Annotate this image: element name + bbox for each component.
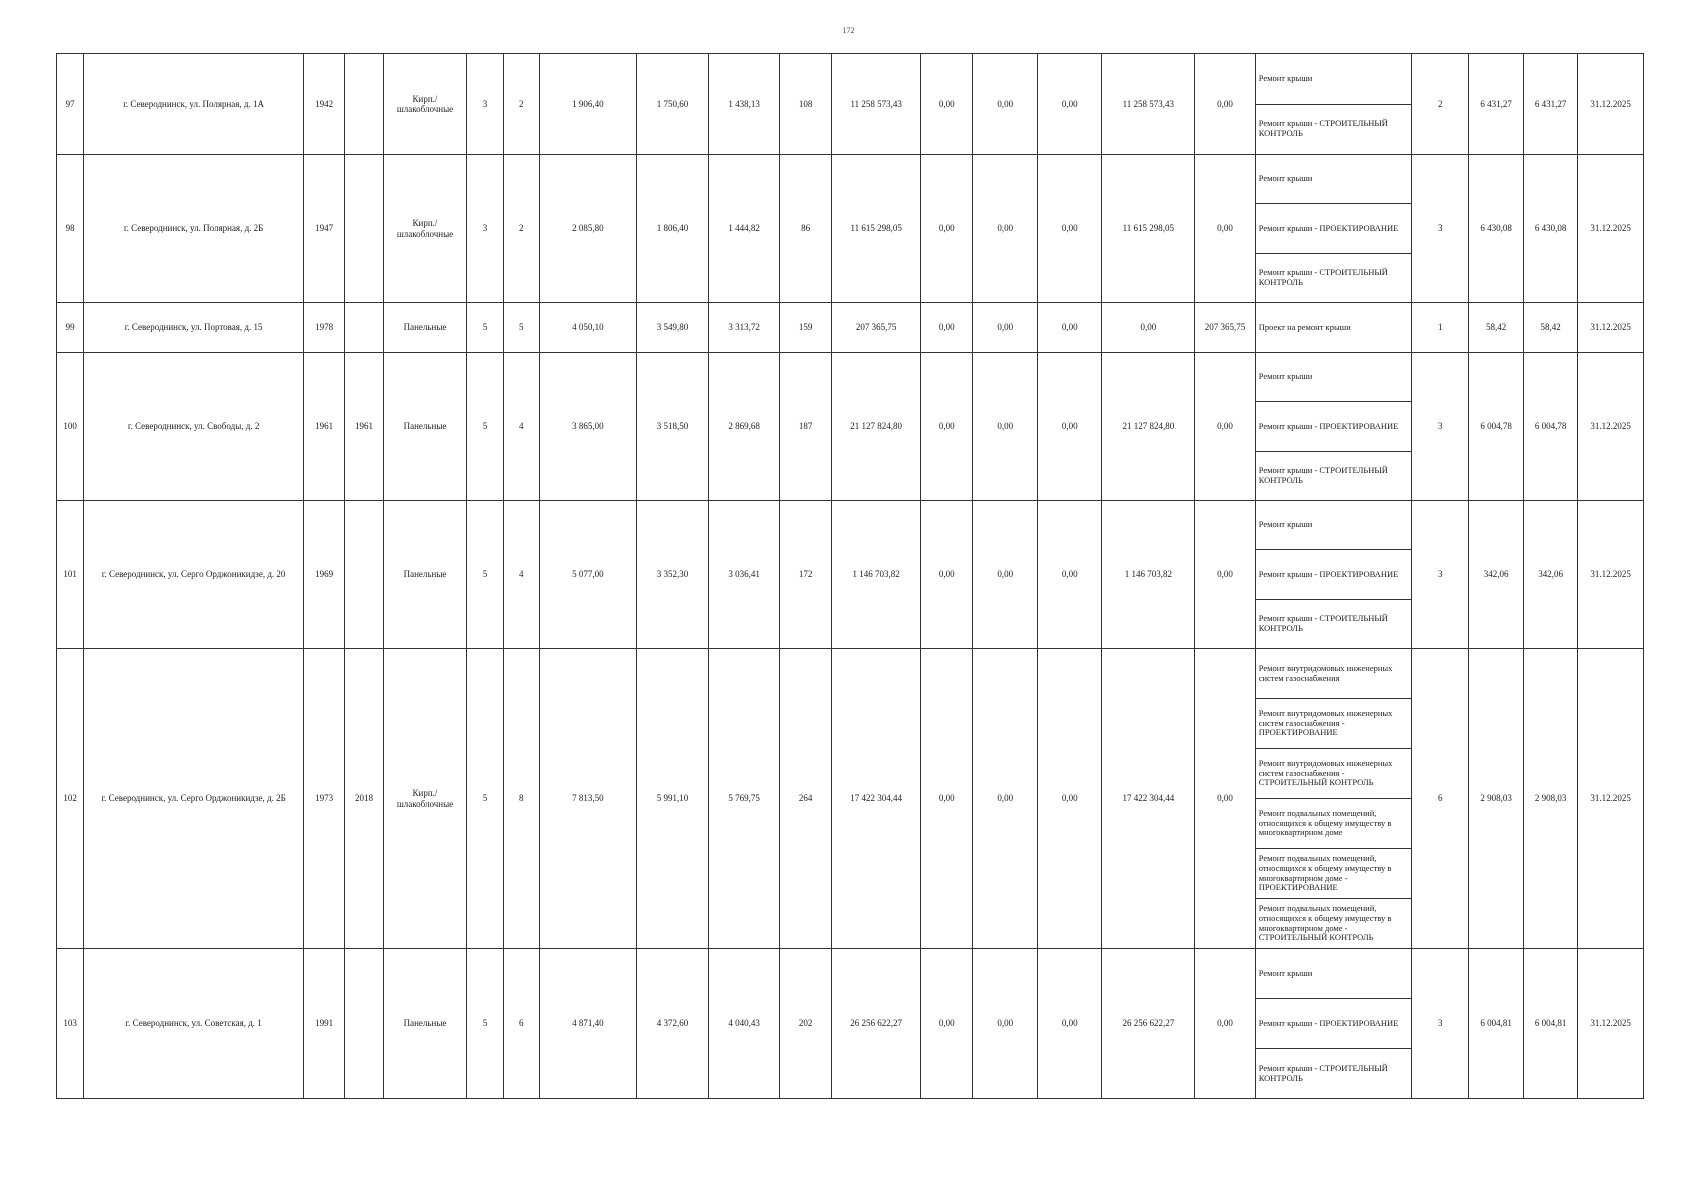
year-built-cell: 1947 — [304, 155, 345, 303]
address-cell: г. Североднинск, ул. Портовая, д. 15 — [84, 303, 304, 353]
cost-owners-cell: 0,00 — [1102, 303, 1195, 353]
floors-cell: 5 — [467, 949, 503, 1099]
cost-owners-cell: 11 615 298,05 — [1102, 155, 1195, 303]
row-number-cell: 103 — [57, 949, 84, 1099]
cost-federal-cell: 0,00 — [921, 353, 973, 501]
works-cell — [1255, 501, 1411, 649]
year-built-cell: 1991 — [304, 949, 345, 1099]
cost-total-cell: 11 615 298,05 — [832, 155, 921, 303]
works-cell — [1255, 155, 1411, 303]
table-row — [57, 54, 1644, 155]
work-item: Ремонт подвальных помещений, относящихся к общему имуществу в многоквартирном доме — [1256, 798, 1411, 848]
table-row — [57, 353, 1644, 501]
cost-local-cell: 0,00 — [1037, 353, 1102, 501]
entrances-cell: 6 — [503, 949, 539, 1099]
work-item: Ремонт крыши - СТРОИТЕЛЬНЫЙ КОНТРОЛЬ — [1256, 253, 1411, 302]
year-last-overhaul-cell — [345, 303, 383, 353]
unit-cost-limit-cell: 58,42 — [1523, 303, 1577, 353]
deadline-cell: 31.12.2025 — [1578, 353, 1644, 501]
works-cell — [1255, 949, 1411, 1099]
area-rooms-cell: 4 372,60 — [636, 949, 709, 1099]
work-item: Ремонт крыши — [1258, 173, 1313, 184]
area-rooms-cell: 1 806,40 — [636, 155, 709, 303]
residents-cell: 202 — [779, 949, 831, 1099]
row-number-cell: 99 — [57, 303, 84, 353]
area-living-cell: 5 769,75 — [709, 649, 780, 949]
work-item: Ремонт подвальных помещений, относящихся к общему имуществу в многоквартирном доме - СТРОИТЕЛЬНЫЙ КОНТРОЛЬ — [1256, 898, 1411, 948]
cost-regional-cell: 0,00 — [973, 303, 1038, 353]
row-number-cell: 102 — [57, 649, 84, 949]
entrances-cell: 2 — [503, 155, 539, 303]
total-area-cell: 7 813,50 — [539, 649, 636, 949]
works-count-cell: 2 — [1411, 54, 1468, 155]
work-item: Ремонт крыши - СТРОИТЕЛЬНЫЙ КОНТРОЛЬ — [1256, 599, 1411, 648]
cost-owners-cell: 17 422 304,44 — [1102, 649, 1195, 949]
entrances-cell: 5 — [503, 303, 539, 353]
address-cell: г. Североднинск, ул. Серго Орджоникидзе, д. 2Б — [84, 649, 304, 949]
works-count-cell: 3 — [1411, 501, 1468, 649]
cost-other-cell: 0,00 — [1195, 949, 1255, 1099]
unit-cost-limit-cell: 6 430,08 — [1523, 155, 1577, 303]
unit-cost-cell: 6 004,78 — [1469, 353, 1523, 501]
cost-regional-cell: 0,00 — [973, 54, 1038, 155]
cost-other-cell: 0,00 — [1195, 54, 1255, 155]
table-row — [57, 155, 1644, 303]
table-row — [57, 649, 1644, 949]
works-list — [1256, 353, 1411, 500]
wall-material-cell: Кирп./ шлакоблочные — [383, 155, 467, 303]
cost-owners-cell: 11 258 573,43 — [1102, 54, 1195, 155]
unit-cost-cell: 342,06 — [1469, 501, 1523, 649]
cost-total-cell: 207 365,75 — [832, 303, 921, 353]
area-rooms-cell: 3 549,80 — [636, 303, 709, 353]
work-item: Ремонт крыши - СТРОИТЕЛЬНЫЙ КОНТРОЛЬ — [1256, 451, 1411, 500]
cost-federal-cell: 0,00 — [921, 649, 973, 949]
entrances-cell: 4 — [503, 353, 539, 501]
works-cell — [1255, 649, 1411, 949]
residents-cell: 159 — [779, 303, 831, 353]
wall-material-cell: Панельные — [383, 353, 467, 501]
cost-federal-cell: 0,00 — [921, 949, 973, 1099]
entrances-cell: 8 — [503, 649, 539, 949]
year-last-overhaul-cell — [345, 155, 383, 303]
year-built-cell: 1942 — [304, 54, 345, 155]
address-cell: г. Североднинск, ул. Советская, д. 1 — [84, 949, 304, 1099]
residents-cell: 187 — [779, 353, 831, 501]
work-item: Ремонт внутридомовых инженерных систем газоснабжения — [1258, 662, 1393, 683]
works-count-cell: 3 — [1411, 353, 1468, 501]
wall-material-cell: Кирп./ шлакоблочные — [383, 54, 467, 155]
work-item: Ремонт крыши - ПРОЕКТИРОВАНИЕ — [1256, 401, 1411, 450]
area-living-cell: 3 036,41 — [709, 501, 780, 649]
cost-federal-cell: 0,00 — [921, 155, 973, 303]
works-cell — [1255, 303, 1411, 353]
deadline-cell: 31.12.2025 — [1578, 54, 1644, 155]
cost-local-cell: 0,00 — [1037, 649, 1102, 949]
address-cell: г. Североднинск, ул. Полярная, д. 1А — [84, 54, 304, 155]
unit-cost-limit-cell: 6 431,27 — [1523, 54, 1577, 155]
works-cell — [1255, 353, 1411, 501]
cost-total-cell: 17 422 304,44 — [832, 649, 921, 949]
residents-cell: 172 — [779, 501, 831, 649]
works-list — [1256, 649, 1411, 948]
year-last-overhaul-cell: 1961 — [345, 353, 383, 501]
deadline-cell: 31.12.2025 — [1578, 155, 1644, 303]
year-last-overhaul-cell — [345, 54, 383, 155]
residents-cell: 86 — [779, 155, 831, 303]
cost-regional-cell: 0,00 — [973, 353, 1038, 501]
total-area-cell: 4 050,10 — [539, 303, 636, 353]
works-list — [1256, 54, 1411, 154]
register-table — [56, 53, 1644, 1099]
year-last-overhaul-cell: 2018 — [345, 649, 383, 949]
entrances-cell: 2 — [503, 54, 539, 155]
wall-material-cell: Панельные — [383, 303, 467, 353]
work-item: Проект на ремонт крыши — [1258, 321, 1351, 332]
work-item: Ремонт подвальных помещений, относящихся к общему имуществу в многоквартирном доме - ПРОЕКТИРОВАНИЕ — [1256, 848, 1411, 898]
unit-cost-limit-cell: 6 004,78 — [1523, 353, 1577, 501]
residents-cell: 108 — [779, 54, 831, 155]
year-built-cell: 1973 — [304, 649, 345, 949]
year-last-overhaul-cell — [345, 949, 383, 1099]
floors-cell: 5 — [467, 649, 503, 949]
total-area-cell: 2 085,80 — [539, 155, 636, 303]
works-count-cell: 3 — [1411, 155, 1468, 303]
work-item: Ремонт крыши - ПРОЕКТИРОВАНИЕ — [1256, 549, 1411, 598]
unit-cost-cell: 6 004,81 — [1469, 949, 1523, 1099]
floors-cell: 3 — [467, 54, 503, 155]
unit-cost-limit-cell: 2 908,03 — [1523, 649, 1577, 949]
floors-cell: 5 — [467, 303, 503, 353]
area-living-cell: 2 869,68 — [709, 353, 780, 501]
deadline-cell: 31.12.2025 — [1578, 949, 1644, 1099]
work-item: Ремонт крыши — [1258, 371, 1313, 382]
address-cell: г. Североднинск, ул. Полярная, д. 2Б — [84, 155, 304, 303]
cost-federal-cell: 0,00 — [921, 501, 973, 649]
unit-cost-limit-cell: 342,06 — [1523, 501, 1577, 649]
deadline-cell: 31.12.2025 — [1578, 501, 1644, 649]
year-built-cell: 1961 — [304, 353, 345, 501]
cost-owners-cell: 1 146 703,82 — [1102, 501, 1195, 649]
table-row — [57, 501, 1644, 649]
works-list — [1256, 155, 1411, 302]
wall-material-cell: Панельные — [383, 501, 467, 649]
deadline-cell: 31.12.2025 — [1578, 303, 1644, 353]
works-count-cell: 6 — [1411, 649, 1468, 949]
table-row — [57, 949, 1644, 1099]
deadline-cell: 31.12.2025 — [1578, 649, 1644, 949]
work-item: Ремонт крыши - ПРОЕКТИРОВАНИЕ — [1256, 998, 1411, 1048]
wall-material-cell: Кирп./ шлакоблочные — [383, 649, 467, 949]
row-number-cell: 101 — [57, 501, 84, 649]
cost-owners-cell: 26 256 622,27 — [1102, 949, 1195, 1099]
unit-cost-cell: 6 431,27 — [1469, 54, 1523, 155]
cost-federal-cell: 0,00 — [921, 54, 973, 155]
cost-regional-cell: 0,00 — [973, 155, 1038, 303]
floors-cell: 3 — [467, 155, 503, 303]
work-item: Ремонт внутридомовых инженерных систем газоснабжения - СТРОИТЕЛЬНЫЙ КОНТРОЛЬ — [1256, 748, 1411, 798]
entrances-cell: 4 — [503, 501, 539, 649]
work-item: Ремонт внутридомовых инженерных систем газоснабжения - ПРОЕКТИРОВАНИЕ — [1256, 698, 1411, 748]
cost-owners-cell: 21 127 824,80 — [1102, 353, 1195, 501]
row-number-cell: 98 — [57, 155, 84, 303]
cost-other-cell: 0,00 — [1195, 501, 1255, 649]
address-cell: г. Североднинск, ул. Серго Орджоникидзе, д. 20 — [84, 501, 304, 649]
works-count-cell: 1 — [1411, 303, 1468, 353]
cost-federal-cell: 0,00 — [921, 303, 973, 353]
cost-regional-cell: 0,00 — [973, 649, 1038, 949]
unit-cost-cell: 6 430,08 — [1469, 155, 1523, 303]
work-item: Ремонт крыши — [1258, 519, 1313, 530]
cost-total-cell: 1 146 703,82 — [832, 501, 921, 649]
year-built-cell: 1969 — [304, 501, 345, 649]
cost-local-cell: 0,00 — [1037, 949, 1102, 1099]
residents-cell: 264 — [779, 649, 831, 949]
works-count-cell: 3 — [1411, 949, 1468, 1099]
works-cell — [1255, 54, 1411, 155]
area-living-cell: 1 438,13 — [709, 54, 780, 155]
cost-other-cell: 0,00 — [1195, 155, 1255, 303]
year-built-cell: 1978 — [304, 303, 345, 353]
address-cell: г. Североднинск, ул. Свободы, д. 2 — [84, 353, 304, 501]
area-rooms-cell: 5 991,10 — [636, 649, 709, 949]
area-rooms-cell: 3 518,50 — [636, 353, 709, 501]
row-number-cell: 97 — [57, 54, 84, 155]
cost-total-cell: 21 127 824,80 — [832, 353, 921, 501]
table-row — [57, 303, 1644, 353]
work-item: Ремонт крыши - СТРОИТЕЛЬНЫЙ КОНТРОЛЬ — [1256, 1048, 1411, 1098]
area-rooms-cell: 3 352,30 — [636, 501, 709, 649]
unit-cost-limit-cell: 6 004,81 — [1523, 949, 1577, 1099]
works-list — [1256, 501, 1411, 648]
page-number: 172 — [842, 26, 855, 35]
cost-regional-cell: 0,00 — [973, 501, 1038, 649]
cost-other-cell: 0,00 — [1195, 649, 1255, 949]
area-living-cell: 4 040,43 — [709, 949, 780, 1099]
total-area-cell: 4 871,40 — [539, 949, 636, 1099]
cost-other-cell: 0,00 — [1195, 353, 1255, 501]
cost-regional-cell: 0,00 — [973, 949, 1038, 1099]
cost-local-cell: 0,00 — [1037, 501, 1102, 649]
cost-local-cell: 0,00 — [1037, 54, 1102, 155]
cost-total-cell: 26 256 622,27 — [832, 949, 921, 1099]
cost-total-cell: 11 258 573,43 — [832, 54, 921, 155]
work-item: Ремонт крыши — [1258, 967, 1313, 978]
cost-other-cell: 207 365,75 — [1195, 303, 1255, 353]
total-area-cell: 1 906,40 — [539, 54, 636, 155]
work-item: Ремонт крыши - СТРОИТЕЛЬНЫЙ КОНТРОЛЬ — [1256, 104, 1411, 155]
floors-cell: 5 — [467, 501, 503, 649]
floors-cell: 5 — [467, 353, 503, 501]
row-number-cell: 100 — [57, 353, 84, 501]
work-item: Ремонт крыши - ПРОЕКТИРОВАНИЕ — [1256, 203, 1411, 252]
cost-local-cell: 0,00 — [1037, 303, 1102, 353]
total-area-cell: 3 865,00 — [539, 353, 636, 501]
works-list — [1256, 303, 1411, 352]
table-body — [57, 54, 1644, 1099]
year-last-overhaul-cell — [345, 501, 383, 649]
cost-local-cell: 0,00 — [1037, 155, 1102, 303]
unit-cost-cell: 58,42 — [1469, 303, 1523, 353]
work-item: Ремонт крыши — [1258, 72, 1313, 83]
area-living-cell: 1 444,82 — [709, 155, 780, 303]
area-living-cell: 3 313,72 — [709, 303, 780, 353]
total-area-cell: 5 077,00 — [539, 501, 636, 649]
unit-cost-cell: 2 908,03 — [1469, 649, 1523, 949]
area-rooms-cell: 1 750,60 — [636, 54, 709, 155]
wall-material-cell: Панельные — [383, 949, 467, 1099]
works-list — [1256, 949, 1411, 1098]
